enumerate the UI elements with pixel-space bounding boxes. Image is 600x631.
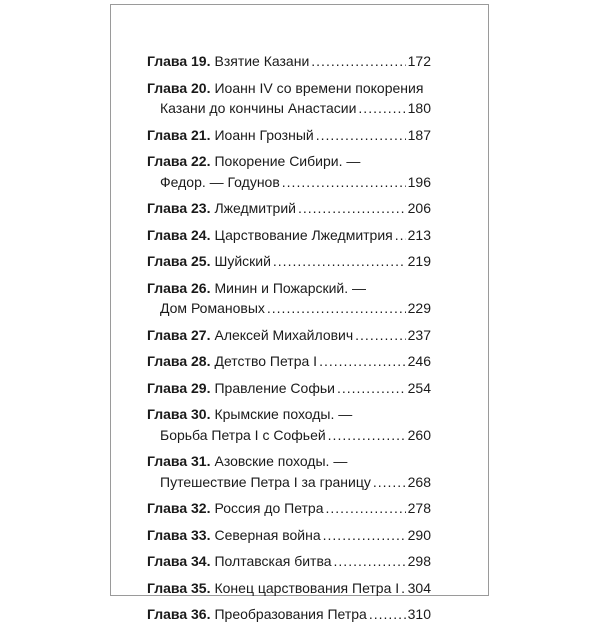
dot-leader — [401, 578, 405, 599]
toc-entry-line — [147, 251, 431, 272]
chapter-label: Глава 24. — [147, 226, 211, 243]
toc-entry — [147, 525, 431, 546]
toc-entry — [147, 278, 431, 319]
page-number: 213 — [407, 226, 431, 243]
chapter-title: Алексей Михайлович — [214, 326, 354, 343]
toc-entry-line — [147, 151, 431, 172]
toc-entry — [147, 404, 431, 445]
page-number: 310 — [407, 606, 431, 622]
chapter-title: Полтавская битва — [214, 553, 332, 569]
dot-leader — [334, 551, 406, 572]
chapter-label: Глава 22. — [147, 153, 211, 169]
toc-entry — [147, 78, 431, 119]
toc-entry — [147, 604, 431, 625]
chapter-title: Царствование Лжедмитрия — [214, 226, 393, 243]
dot-leader — [316, 125, 406, 146]
toc-entry — [147, 498, 431, 519]
chapter-title: Детство Петра I — [214, 353, 318, 369]
page-number: 278 — [407, 500, 431, 516]
dot-leader — [326, 498, 406, 519]
chapter-label: Глава 21. — [147, 126, 211, 143]
toc-entry-line — [147, 551, 431, 572]
chapter-label: Глава 33. — [147, 526, 211, 543]
toc-entry-line — [147, 578, 431, 599]
toc-entry — [147, 225, 431, 246]
page-number: 268 — [407, 473, 431, 490]
toc-entry-line — [147, 498, 431, 519]
chapter-title: Иоанн IV со времени покорения — [214, 79, 424, 96]
chapter-title: Северная война — [214, 526, 321, 543]
toc-entry-line — [147, 225, 431, 246]
toc-entry — [147, 198, 431, 219]
dot-leader — [282, 172, 406, 193]
chapter-label: Глава 28. — [147, 353, 211, 369]
toc-entry-line — [147, 351, 431, 372]
dot-leader — [328, 425, 406, 446]
chapter-title: Крымские походы. — — [214, 406, 353, 422]
chapter-label: Глава 25. — [147, 253, 211, 269]
page-number: 304 — [407, 579, 431, 596]
toc-entry-line — [147, 98, 431, 119]
page-number: 229 — [407, 300, 431, 316]
page-number: 196 — [407, 173, 431, 190]
dot-leader — [311, 51, 405, 72]
dot-leader — [319, 351, 406, 372]
toc-entry — [147, 51, 431, 72]
chapter-label: Глава 27. — [147, 326, 211, 343]
toc-entry — [147, 251, 431, 272]
chapter-title: Азовские походы. — — [214, 453, 348, 469]
dot-leader — [355, 325, 405, 346]
chapter-title: Путешествие Петра I за границу — [160, 473, 371, 490]
chapter-title: Минин и Пожарский. — — [214, 279, 367, 296]
toc-entry-line — [147, 525, 431, 546]
toc-entry-line — [147, 604, 431, 625]
toc-entry-line — [147, 378, 431, 399]
chapter-title: Дом Романовых — [160, 300, 265, 316]
toc-entry — [147, 125, 431, 146]
page-number: 290 — [407, 526, 431, 543]
dot-leader — [337, 378, 406, 399]
page-number: 254 — [407, 379, 431, 396]
chapter-title: Федор. — Годунов — [160, 173, 280, 190]
dot-leader — [395, 225, 406, 246]
chapter-title: Казани до кончины Анастасии — [160, 100, 357, 116]
chapter-label: Глава 20. — [147, 79, 211, 96]
toc-entry-line — [147, 278, 431, 299]
toc-entry-line — [147, 172, 431, 193]
toc-entry — [147, 351, 431, 372]
page-number: 187 — [407, 126, 431, 143]
page-number: 219 — [407, 253, 431, 269]
toc-entry — [147, 325, 431, 346]
chapter-title: Правление Софьи — [214, 379, 335, 396]
dot-leader — [298, 198, 406, 219]
dot-leader — [273, 251, 406, 272]
chapter-label: Глава 30. — [147, 406, 211, 422]
dot-leader — [267, 298, 406, 319]
page-number: 172 — [407, 53, 431, 69]
chapter-label: Глава 26. — [147, 279, 211, 296]
dot-leader — [323, 525, 406, 546]
chapter-title: Иоанн Грозный — [214, 126, 314, 143]
toc-entry-line — [147, 472, 431, 493]
toc-entry — [147, 578, 431, 599]
toc-entry-line — [147, 298, 431, 319]
page-number: 206 — [407, 200, 431, 216]
chapter-title: Россия до Петра — [214, 500, 324, 516]
dot-leader — [373, 472, 406, 493]
chapter-label: Глава 29. — [147, 379, 211, 396]
table-of-contents — [147, 51, 431, 631]
chapter-title: Преобразования Петра — [214, 606, 367, 622]
toc-entry-line — [147, 425, 431, 446]
chapter-label: Глава 32. — [147, 500, 211, 516]
toc-entry-line — [147, 51, 431, 72]
chapter-label: Глава 31. — [147, 453, 211, 469]
chapter-title: Лжедмитрий — [214, 200, 296, 216]
toc-entry-line — [147, 125, 431, 146]
dot-leader — [358, 98, 405, 119]
toc-entry — [147, 551, 431, 572]
toc-entry — [147, 151, 431, 192]
chapter-title: Покорение Сибири. — — [214, 153, 361, 169]
chapter-title: Борьба Петра I с Софьей — [160, 426, 326, 443]
toc-entry-line — [147, 404, 431, 425]
page-number: 260 — [407, 426, 431, 443]
chapter-label: Глава 36. — [147, 606, 211, 622]
toc-entry-line — [147, 78, 431, 99]
page-number: 180 — [407, 100, 431, 116]
page-number: 298 — [407, 553, 431, 569]
toc-entry-line — [147, 451, 431, 472]
chapter-label: Глава 35. — [147, 579, 211, 596]
chapter-label: Глава 34. — [147, 553, 211, 569]
toc-entry — [147, 378, 431, 399]
chapter-label: Глава 19. — [147, 53, 211, 69]
toc-entry — [147, 451, 431, 492]
chapter-title: Взятие Казани — [214, 53, 310, 69]
page-number: 246 — [407, 353, 431, 369]
page-number: 237 — [407, 326, 431, 343]
chapter-title: Конец царствования Петра I — [214, 579, 400, 596]
dot-leader — [369, 604, 406, 625]
toc-entry-line — [147, 198, 431, 219]
chapter-label: Глава 23. — [147, 200, 211, 216]
chapter-title: Шуйский — [214, 253, 271, 269]
toc-entry-line — [147, 325, 431, 346]
